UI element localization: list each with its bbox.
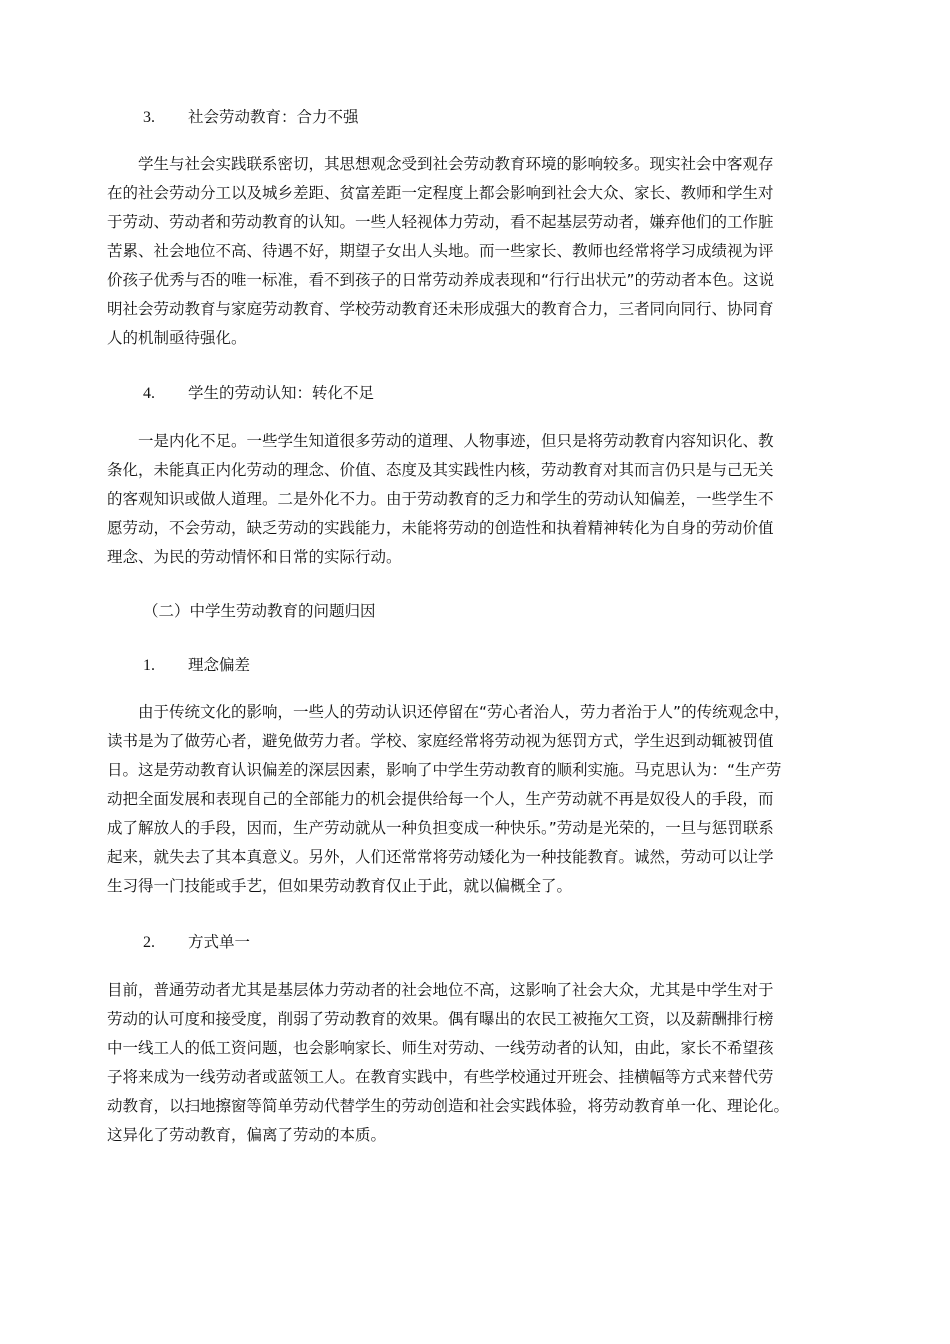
text-line: 动把全面发展和表现自己的全部能力的机会提供给每一个人，生产劳动就不再是奴役人的手段，而 [107,790,774,808]
text-line: 明社会劳动教育与家庭劳动教育、学校劳动教育还未形成强大的教育合力，三者同向同行、协同育 [107,300,774,318]
section-heading: （二）中学生劳动教育的问题归因 [143,602,376,620]
text-line: 这异化了劳动教育，偏离了劳动的本质。 [107,1126,387,1144]
heading-number: 1. [143,657,155,674]
text-line: 由于传统文化的影响，一些人的劳动认识还停留在“劳心者治人，劳力者治于人”的传统观念中， [107,703,790,721]
text-line: 条化，未能真正内化劳动的理念、价值、态度及其实践性内核，劳动教育对其而言仍只是与己无关 [107,461,774,479]
text-line: 生习得一门技能或手艺，但如果劳动教育仅止于此，就以偏概全了。 [107,877,573,895]
text-line: 价孩子优秀与否的唯一标准，看不到孩子的日常劳动养成表现和“行行出状元”的劳动者本色。这说 [107,271,775,289]
heading-number: 3. [143,109,155,126]
text-line: 读书是为了做劳心者，避免做劳力者。学校、家庭经常将劳动视为惩罚方式，学生迟到动辄被罚值 [107,732,774,750]
paragraph-single-method [107,976,847,1150]
heading-2 [143,931,250,954]
text-line: 于劳动、劳动者和劳动教育的认知。一些人轻视体力劳动，看不起基层劳动者，嫌弃他们的工作脏 [107,213,774,231]
heading-1 [143,654,250,677]
text-line: 苦累、社会地位不高、待遇不好，期望子女出人头地。而一些家长、教师也经常将学习成绩视为评 [107,242,774,260]
text-line: 在的社会劳动分工以及城乡差距、贫富差距一定程度上都会影响到社会大众、家长、教师和学生对 [107,184,774,202]
text-line: 日。这是劳动教育认识偏差的深层因素，影响了中学生劳动教育的顺利实施。马克思认为：“生产劳 [107,761,782,779]
heading-3 [143,106,359,129]
text-line: 成了解放人的手段，因而，生产劳动就从一种负担变成一种快乐。”劳动是光荣的，一旦与惩罚联系 [107,819,774,837]
text-line: 目前，普通劳动者尤其是基层体力劳动者的社会地位不高，这影响了社会大众，尤其是中学生对于 [107,981,774,999]
text-line: 的客观知识或做人道理。二是外化不力。由于劳动教育的乏力和学生的劳动认知偏差，一些学生不 [107,490,774,508]
heading-text: 理念偏差 [188,656,251,674]
heading-text: 社会劳动教育：合力不强 [188,108,359,126]
paragraph-student-cognition [107,427,847,572]
text-line: 理念、为民的劳动情怀和日常的实际行动。 [107,548,402,566]
text-line: 动教育，以扫地擦窗等简单劳动代替学生的劳动创造和社会实践体验，将劳动教育单一化、理论化。 [107,1097,790,1115]
heading-number: 2. [143,934,155,951]
heading-number: 4. [143,385,155,402]
text-line: 起来，就失去了其本真意义。另外，人们还常常将劳动矮化为一种技能教育。诚然，劳动可以让学 [107,848,774,866]
paragraph-concept-bias [107,698,847,901]
text-line: 子将来成为一线劳动者或蓝领工人。在教育实践中，有些学校通过开班会、挂横幅等方式来替代劳 [107,1068,774,1086]
text-line: 劳动的认可度和接受度，削弱了劳动教育的效果。偶有曝出的农民工被拖欠工资，以及薪酬排行榜 [107,1010,774,1028]
text-line: 愿劳动，不会劳动，缺乏劳动的实践能力，未能将劳动的创造性和执着精神转化为自身的劳动价值 [107,519,774,537]
heading-4 [143,382,374,405]
heading-text: 方式单一 [188,933,251,951]
text-line: 人的机制亟待强化。 [107,329,247,347]
text-line: 一是内化不足。一些学生知道很多劳动的道理、人物事迹，但只是将劳动教育内容知识化、教 [107,432,774,450]
text-line: 学生与社会实践联系密切，其思想观念受到社会劳动教育环境的影响较多。现实社会中客观存 [107,155,774,173]
text-line: 中一线工人的低工资问题，也会影响家长、师生对劳动、一线劳动者的认知，由此，家长不希望孩 [107,1039,774,1057]
paragraph-social-labor [107,150,847,353]
heading-text: 学生的劳动认知：转化不足 [188,384,375,402]
